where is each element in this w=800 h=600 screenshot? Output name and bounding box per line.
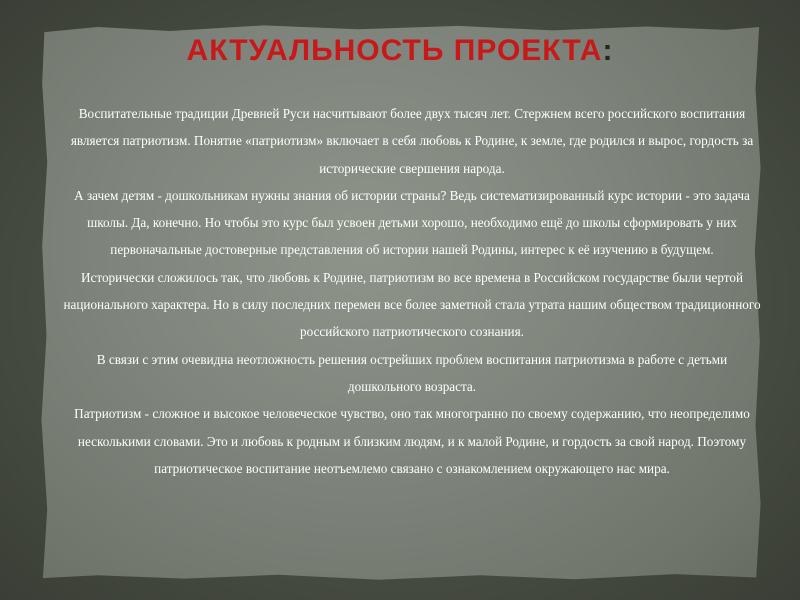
paragraph-historically: Исторически сложилось так, что любовь к Родине, патриотизм во все времена в Российском государстве были чертой национального характера. Но в силу последних перемен все более заметной стала утрата нашим обществом традиционного российского патриотического сознания. — [63, 269, 761, 340]
slide-title-colon: : — [602, 34, 614, 67]
paragraph-why-children: А зачем детям - дошкольникам нужны знания об истории страны? Ведь систематизированный курс истории - это задача школы. Да, конечно. Но чтобы это курс был усвоен детьми хорошо, необходимо ещё до школы сформировать у них первоначальные достоверные представления об истории нашей Родины, интерес к её изучению в будущем. — [74, 187, 750, 258]
slide-title-text: АКТУАЛЬНОСТЬ ПРОЕКТА — [186, 34, 603, 67]
paragraph-patriotism: Патриотизм - сложное и высокое человеческое чувство, оно так многогранно по своему содержанию, что неопределимо несколькими словами. Это и любовь к родным и близким людям, и к малой Родине, и гордость за свой народ. Поэтому патриотическое воспитание неотъемлемо связано с ознакомлением окружающего нас мира. — [74, 406, 750, 476]
paragraph-urgency: В связи с этим очевидна неотложность решения острейших проблем воспитания патриотизма в работе с детьми дошкольного возраста. — [96, 351, 728, 394]
paragraph-traditions: Воспитательные традиции Древней Руси насчитывают более двух тысяч лет. Стержнем всего российского воспитания является патриотизм. Понятие «патриотизм» включает в себя любовь к Родине, к земле, где родился и вырос, гордость за исторические свершения народа. — [70, 106, 754, 176]
slide-body — [62, 100, 762, 482]
slide-title — [0, 34, 800, 68]
